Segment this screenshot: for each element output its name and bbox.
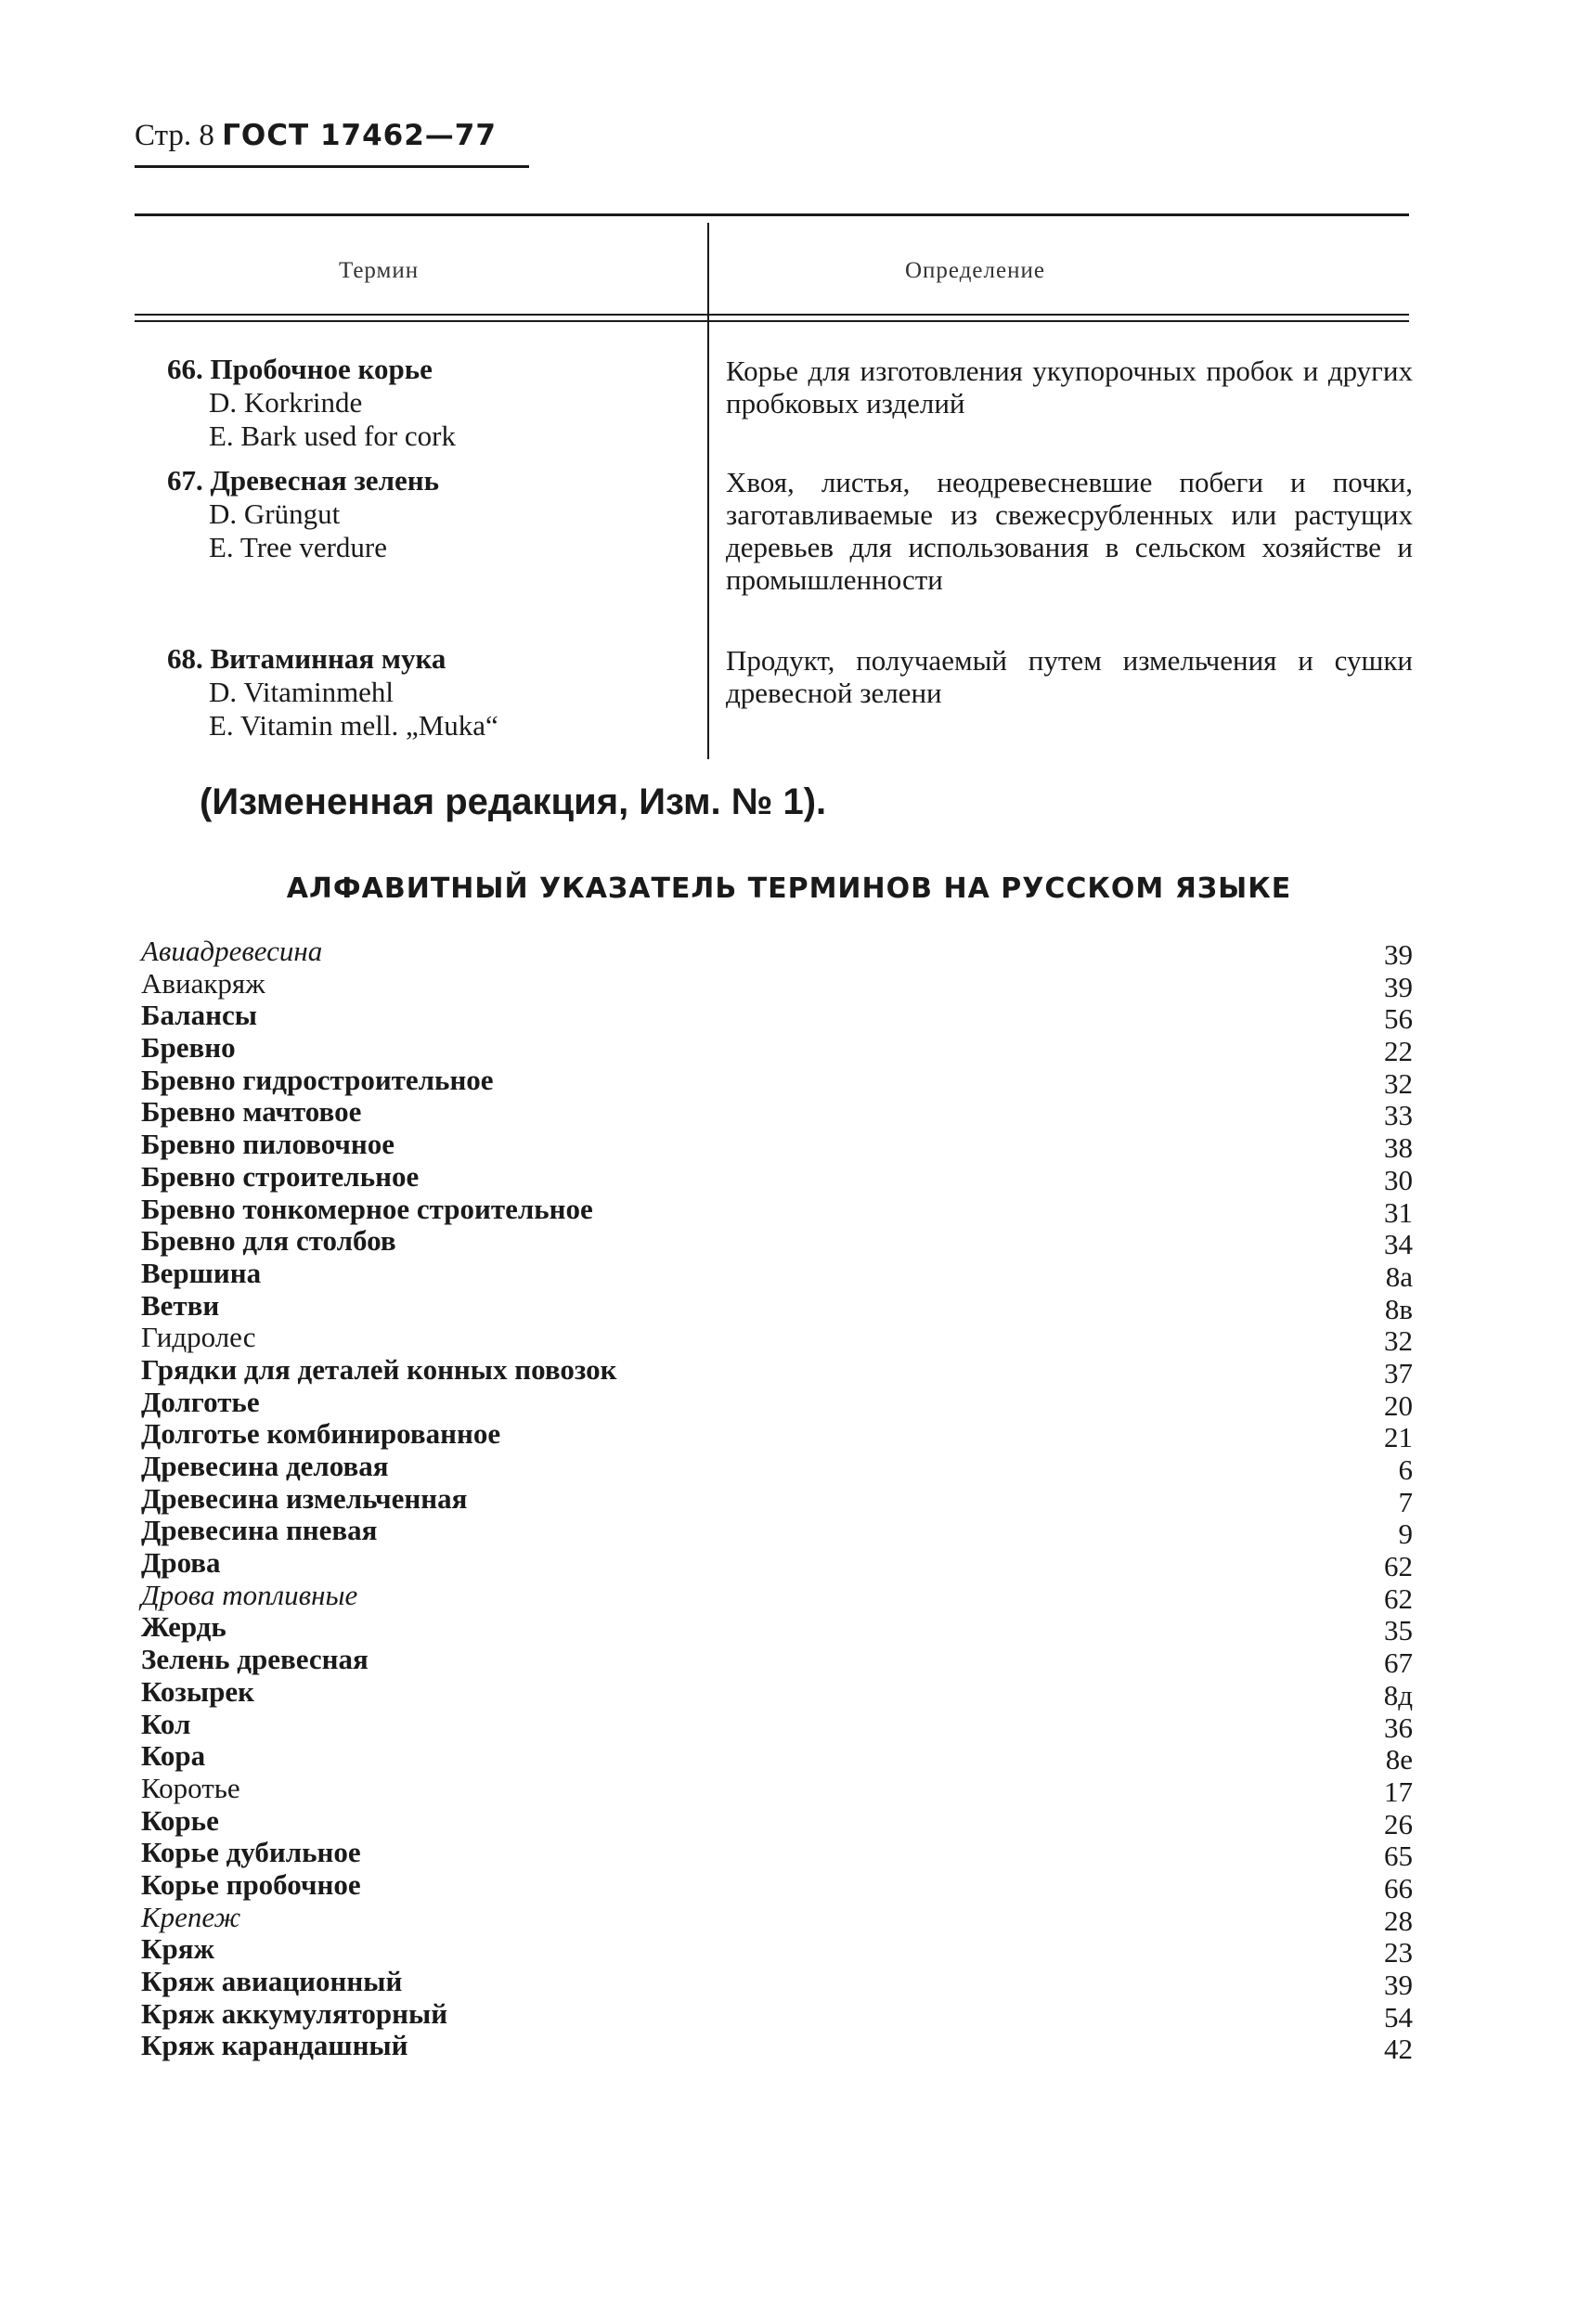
index-term: Ветви xyxy=(141,1288,220,1322)
index-term: Авиадревесина xyxy=(141,935,323,967)
index-number: 33 xyxy=(1384,1099,1413,1132)
term-name: 68. Витаминная мука xyxy=(167,642,446,675)
index-entry xyxy=(141,1290,1413,1323)
index-number: 32 xyxy=(1384,1324,1413,1358)
index-number: 62 xyxy=(1384,1582,1413,1615)
term-english: E. Tree verdure xyxy=(209,531,387,563)
index-term: Древесина измельченная xyxy=(141,1481,468,1515)
index-number: 39 xyxy=(1384,970,1413,1003)
index-term: Крепеж xyxy=(141,1900,241,1933)
index-number: 28 xyxy=(1384,1904,1413,1937)
index-term: Корье дубильное xyxy=(141,1836,361,1869)
index-term: Жердь xyxy=(141,1610,226,1644)
revision-note: (Измененная редакция, Изм. № 1). xyxy=(200,781,827,822)
index-term: Бревно xyxy=(141,1031,236,1065)
header-rule xyxy=(135,165,529,168)
index-number: 22 xyxy=(1384,1035,1413,1068)
index-term: Бревно строительное xyxy=(141,1159,420,1193)
index-entry xyxy=(141,1095,1413,1132)
index-entry xyxy=(141,1256,1413,1293)
index-entry xyxy=(141,1869,1413,1902)
term-english: E. Bark used for cork xyxy=(209,420,456,452)
term-68 xyxy=(167,642,498,742)
index-term: Бревно пиловочное xyxy=(141,1128,395,1161)
index-entry xyxy=(141,1224,1413,1261)
index-term: Дрова xyxy=(141,1546,221,1580)
column-divider xyxy=(707,223,709,759)
index-entry xyxy=(141,1676,1413,1709)
index-entry xyxy=(141,2029,1413,2066)
page-header xyxy=(135,119,497,153)
index-title: АЛФАВИТНЫЙ УКАЗАТЕЛЬ ТЕРМИНОВ НА РУССКОМ ЯЗЫКЕ xyxy=(286,872,1292,905)
index-entry xyxy=(141,1483,1413,1516)
index-number: 39 xyxy=(1384,938,1413,971)
index-term: Кол xyxy=(141,1707,191,1740)
index-entry xyxy=(141,1805,1413,1838)
index-term: Авиакряж xyxy=(141,966,265,1000)
index-number: 26 xyxy=(1384,1807,1413,1840)
index-number: 66 xyxy=(1384,1871,1413,1904)
index-entry xyxy=(141,968,1413,1001)
index-number: 8е xyxy=(1385,1743,1413,1776)
index-term: Балансы xyxy=(141,999,257,1032)
term-name: 67. Древесная зелень xyxy=(167,464,439,497)
index-number: 36 xyxy=(1384,1711,1413,1744)
index-entry xyxy=(141,1354,1413,1387)
index-entry xyxy=(141,1771,1413,1808)
index-entry xyxy=(141,1321,1413,1358)
index-term: Кряж xyxy=(141,1932,214,1966)
index-entry xyxy=(141,1417,1413,1454)
index-term: Кряж авиационный xyxy=(141,1965,403,1997)
index-term: Коротье xyxy=(141,1771,240,1804)
index-term: Бревно тонкомерное строительное xyxy=(141,1192,593,1225)
index-number: 23 xyxy=(1384,1936,1413,1969)
index-term: Древесина деловая xyxy=(141,1450,389,1482)
terms-table xyxy=(135,213,1413,761)
index-number: 34 xyxy=(1384,1228,1413,1261)
term-66 xyxy=(167,353,456,453)
index-number: 42 xyxy=(1384,2033,1413,2066)
index-term: Грядки для деталей конных повозок xyxy=(141,1352,617,1386)
index-number: 6 xyxy=(1398,1453,1413,1486)
definition-67: Хвоя, листья, неодревесневшие побеги и почки, заготавливаемые из свежесрубленных или растущих деревьев для использования в сельском хозяйстве и промышленности xyxy=(726,466,1413,596)
index-entry xyxy=(141,1063,1413,1100)
index-entry xyxy=(141,1610,1413,1647)
index-number: 39 xyxy=(1384,1969,1413,2001)
index-entry xyxy=(141,1643,1413,1680)
index-entry xyxy=(141,1707,1413,1744)
index-number: 35 xyxy=(1384,1614,1413,1647)
index-term: Древесина пневая xyxy=(141,1514,378,1547)
page-label: Стр. 8 xyxy=(135,119,214,152)
index-entry xyxy=(141,1514,1413,1551)
header-rule-1 xyxy=(135,314,1409,316)
index-entry xyxy=(141,1965,1413,2001)
index-term: Бревно для столбов xyxy=(141,1224,396,1258)
header-rule-2 xyxy=(135,320,1409,322)
term-english: E. Vitamin mell. „Muka“ xyxy=(209,709,498,742)
index-term: Корье xyxy=(141,1803,219,1837)
index-term: Кряж карандашный xyxy=(141,2029,408,2062)
term-name: 66. Пробочное корье xyxy=(167,353,433,385)
index-entry xyxy=(141,1836,1413,1873)
index-entry xyxy=(141,1161,1413,1194)
index-term: Зелень древесная xyxy=(141,1643,369,1676)
index-term: Бревно мачтовое xyxy=(141,1095,362,1129)
index-entry xyxy=(141,1996,1413,2034)
index-number: 38 xyxy=(1384,1131,1413,1165)
index-number: 9 xyxy=(1398,1517,1413,1551)
index-entry xyxy=(141,1546,1413,1583)
index-number: 8а xyxy=(1385,1259,1413,1293)
index-term: Дрова топливные xyxy=(141,1578,358,1611)
index-entry xyxy=(141,1385,1413,1422)
table-top-rule xyxy=(135,213,1409,216)
index-entry xyxy=(141,1031,1413,1068)
index-list xyxy=(141,935,1413,2066)
index-term: Кора xyxy=(141,1739,206,1773)
index-number: 8в xyxy=(1384,1292,1413,1325)
column-header-definition: Определение xyxy=(905,258,1045,283)
index-entry xyxy=(141,1192,1413,1229)
index-number: 7 xyxy=(1398,1485,1413,1518)
column-header-term: Термин xyxy=(339,258,420,283)
index-entry xyxy=(141,1450,1413,1486)
index-entry xyxy=(141,1932,1413,1969)
index-term: Козырек xyxy=(141,1674,254,1708)
index-number: 32 xyxy=(1384,1066,1413,1100)
definition-66: Корье для изготовления укупорочных пробок и других пробковых изделий xyxy=(726,355,1413,420)
term-67 xyxy=(167,464,439,564)
index-number: 8д xyxy=(1383,1678,1413,1711)
index-entry xyxy=(141,1128,1413,1165)
index-term: Кряж аккумуляторный xyxy=(141,1996,448,2030)
definition-68: Продукт, получаемый путем измельчения и сушки древесной зелени xyxy=(726,644,1413,709)
index-term: Бревно гидростроительное xyxy=(141,1063,494,1096)
term-german: D. Grüngut xyxy=(209,497,341,530)
index-number: 37 xyxy=(1384,1356,1413,1389)
index-entry xyxy=(141,935,1413,971)
index-term: Долготье комбинированное xyxy=(141,1417,501,1451)
term-german: D. Vitaminmehl xyxy=(209,676,394,708)
index-entry xyxy=(141,1739,1413,1776)
index-number: 30 xyxy=(1384,1163,1413,1196)
index-entry xyxy=(141,1578,1413,1615)
index-number: 62 xyxy=(1384,1550,1413,1583)
index-number: 54 xyxy=(1384,2000,1413,2034)
index-number: 20 xyxy=(1384,1388,1413,1422)
index-number: 56 xyxy=(1384,1002,1413,1036)
index-term: Долготье xyxy=(141,1385,260,1418)
index-entry xyxy=(141,1900,1413,1937)
term-german: D. Korkrinde xyxy=(209,386,363,419)
standard-code: ГОСТ 17462—77 xyxy=(222,119,497,152)
index-entry xyxy=(141,999,1413,1036)
index-number: 21 xyxy=(1384,1421,1413,1454)
index-number: 17 xyxy=(1384,1775,1413,1808)
index-term: Вершина xyxy=(141,1256,262,1289)
index-number: 67 xyxy=(1384,1646,1413,1680)
index-number: 65 xyxy=(1384,1840,1413,1873)
index-number: 31 xyxy=(1384,1195,1413,1229)
index-term: Гидролес xyxy=(141,1321,256,1354)
index-term: Корье пробочное xyxy=(141,1867,361,1901)
